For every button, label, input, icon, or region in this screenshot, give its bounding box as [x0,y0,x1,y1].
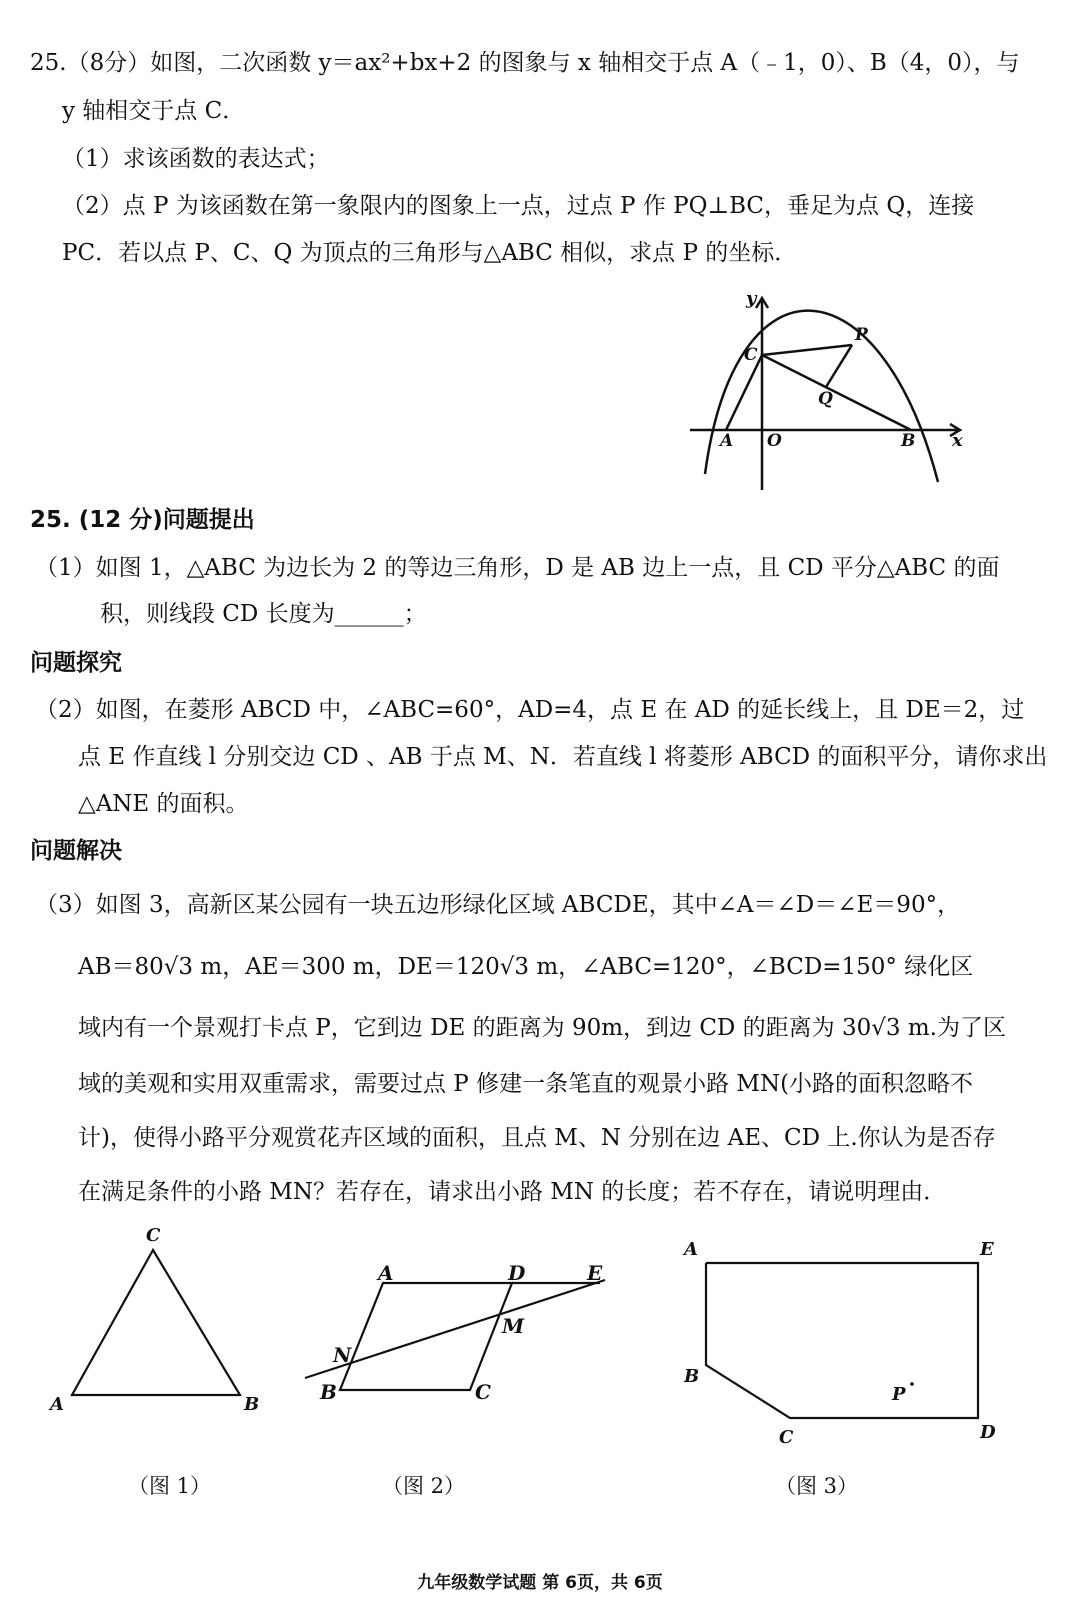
q2-part3-line3: 域内有一个景观打卡点 P，它到边 DE 的距离为 90m，到边 CD 的距离为 30√3 m.为了区 [78,1015,1006,1041]
q2-part3-line2: AB＝80√3 m，AE＝300 m，DE＝120√3 m，∠ABC=120°，∠BCD=150° 绿化区 [78,954,974,980]
q2-title: 25. (12 分)问题提出 [30,507,255,533]
label-b: B [901,431,916,451]
label-p: P [855,325,868,345]
fig1-label-b: B [244,1394,260,1415]
fig3-caption: （图 3） [775,1474,859,1498]
q2-part1-line2: 积，则线段 CD 长度为______； [100,601,427,627]
q2-part3-line5: 计)，使得小路平分观赏花卉区域的面积，且点 M、N 分别在边 AE、CD 上.你认为是否存 [78,1125,996,1151]
q1-part1: （1）求该函数的表达式； [62,146,330,172]
q2-part2-line3: △ANE 的面积。 [78,791,249,817]
fig2-label-n: N [333,1343,352,1367]
fig3-pentagon [706,1263,978,1418]
fig2-rhombus [340,1283,512,1390]
q2-part3-line1: （3）如图 3，高新区某公园有一块五边形绿化区域 ABCDE，其中∠A＝∠D＝∠E＝90°， [35,892,961,918]
fig3-label-p: P [892,1384,906,1405]
fig3-label-e: E [980,1239,994,1260]
q2-part3-line4: 域的美观和实用双重需求，需要过点 P 修建一条笔直的观景小路 MN(小路的面积忽略不 [78,1071,974,1097]
fig2-label-m: M [502,1314,525,1338]
fig3-label-d: D [980,1422,996,1443]
q2-part2-line1: （2）如图，在菱形 ABCD 中，∠ABC=60°，AD=4，点 E 在 AD 的延长线上，且 DE＝2，过 [35,697,1025,723]
label-c: C [744,345,758,365]
q2-part1-line1: （1）如图 1，△ABC 为边长为 2 的等边三角形，D 是 AB 边上一点，且 CD 平分△ABC 的面 [35,555,1000,581]
fig2-label-b: B [320,1380,337,1404]
fig2-caption: （图 2） [382,1474,466,1498]
label-q: Q [818,389,833,409]
label-o: O [767,431,782,451]
fig1-triangle [72,1250,240,1395]
q1-stem-line1: 25.（8分）如图，二次函数 y＝ax²+bx+2 的图象与 x 轴相交于点 A（﹣1，0）、B（4，0），与 [30,50,1020,76]
label-x: x [952,430,963,451]
q1-part2-line2: PC．若以点 P、C、Q 为顶点的三角形与△ABC 相似，求点 P 的坐标． [62,240,798,266]
fig3-label-b: B [684,1366,700,1387]
q2-heading-solve: 问题解决 [30,838,122,864]
q2-part2-line2: 点 E 作直线 l 分别交边 CD 、AB 于点 M、N．若直线 l 将菱形 ABCD 的面积平分，请你求出 [78,744,1048,770]
fig2-label-d: D [508,1261,526,1285]
q1-part2-line1: （2）点 P 为该函数在第一象限内的图象上一点，过点 P 作 PQ⊥BC，垂足为点 Q，连接 [62,193,975,219]
fig3-label-a: A [684,1239,698,1260]
q2-part3-line6: 在满足条件的小路 MN？若存在，请求出小路 MN 的长度；若不存在，请说明理由． [78,1179,947,1205]
fig3-point-p-dot [910,1382,914,1386]
label-a: A [720,431,734,451]
label-y: y [746,288,757,309]
fig2-label-e: E [587,1261,603,1285]
fig1-label-c: C [146,1225,161,1246]
fig3-label-c: C [779,1427,794,1448]
q2-heading-explore: 问题探究 [30,650,122,676]
fig2-label-a: A [378,1261,394,1285]
q1-stem-line2: y 轴相交于点 C． [62,98,246,124]
fig1-caption: （图 1） [128,1474,212,1498]
fig2-label-c: C [475,1380,491,1404]
page-footer: 九年级数学试题 第 6页，共 6页 [417,1573,663,1593]
fig1-label-a: A [50,1394,64,1415]
